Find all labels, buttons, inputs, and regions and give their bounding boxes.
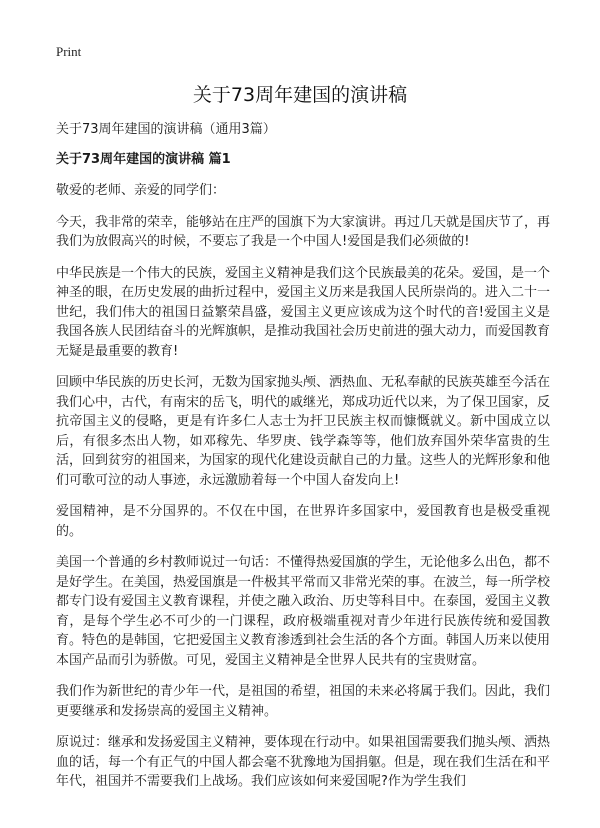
paragraph: 今天，我非常的荣幸，能够站在庄严的国旗下为大家演讲。再过几天就是国庆节了，再我们为放假高兴的时候，不要忘了我是一个中国人!爱国是我们必须做的! bbox=[56, 214, 551, 249]
paragraph: 爱国精神，是不分国界的。不仅在中国，在世界许多国家中，爱国教育也是极受重视的。 bbox=[56, 504, 550, 539]
paragraph-greeting: 敬爱的老师、亲爱的同学们： bbox=[56, 183, 226, 198]
paragraph: 中华民族是一个伟大的民族，爱国主义精神是我们这个民族最美的花朵。爱国，是一个神圣的眼，在历史发展的曲折过程中，爱国主义历来是我国人民所崇尚的。进入二十一世纪，我们伟大的祖国日益繁荣昌盛，爱国主义更应该成为这个时代的音!爱国主义是我国各族人民团结奋斗的光辉旗帜，是推动我国社会历史前进的强大动力，而爱国教育无疑是最重要的教育! bbox=[56, 265, 551, 359]
paragraph: 我们作为新世纪的青少年一代，是祖国的希望，祖国的未来必将属于我们。因此，我们更要继承和发扬崇高的爱国主义精神。 bbox=[56, 684, 551, 719]
paragraph: 回顾中华民族的历史长河，无数为国家抛头颅、洒热血、无私奉献的民族英雄至今活在我们心中，古代，有南宋的岳飞，明代的戚继光，郑成功近代以来，为了保卫国家，反抗帝国主义的侵略，更是有许多仁人志士为扞卫民族主权而慷慨就义。新中国成立以后，有很多杰出人物，如邓稼先、华罗庚、钱学森等等，他们放弃国外荣华富贵的生活，回到贫穷的祖国来，为国家的现代化建设贡献自己的力量。这些人的光辉形象和他们可歌可泣的动人事迹，永远激励着每一个中国人奋发向上! bbox=[56, 375, 551, 488]
print-button[interactable]: Print bbox=[56, 44, 82, 59]
page-title: 关于73周年建国的演讲稿 bbox=[192, 84, 408, 106]
paragraph: 美国一个普通的乡村教师说过一句话：不懂得热爱国旗的学生，无论他多么出色，都不是好学生。在美国，热爱国旗是一件极其平常而又非常光荣的事。在波兰，每一所学校都专门设有爱国主义教育课程，并使之融入政治、历史等科目中。在泰国，爱国主义教育，是每个学生必不可少的一门课程，政府极端重视对青少年进行民族传统和爱国教育。特色的是韩国，它把爱国主义教育渗透到社会生活的各个方面。韩国人历来以使用本国产品而引为骄傲。可见，爱国主义精神是全世界人民共有的宝贵财富。 bbox=[56, 555, 551, 668]
paragraph: 原说过：继承和发扬爱国主义精神，要体现在行动中。如果祖国需要我们抛头颅、洒热血的话，每一个有正气的中国人都会毫不犹豫地为国捐躯。但是，现在我们生活在和平年代，祖国并不需要我们上战场。我们应该如何来爱国呢?作为学生我们 bbox=[56, 735, 551, 789]
section-heading: 关于73周年建国的演讲稿 篇1 bbox=[56, 151, 231, 167]
document-subtitle: 关于73周年建国的演讲稿（通用3篇） bbox=[56, 122, 276, 137]
document-body bbox=[56, 120, 550, 804]
